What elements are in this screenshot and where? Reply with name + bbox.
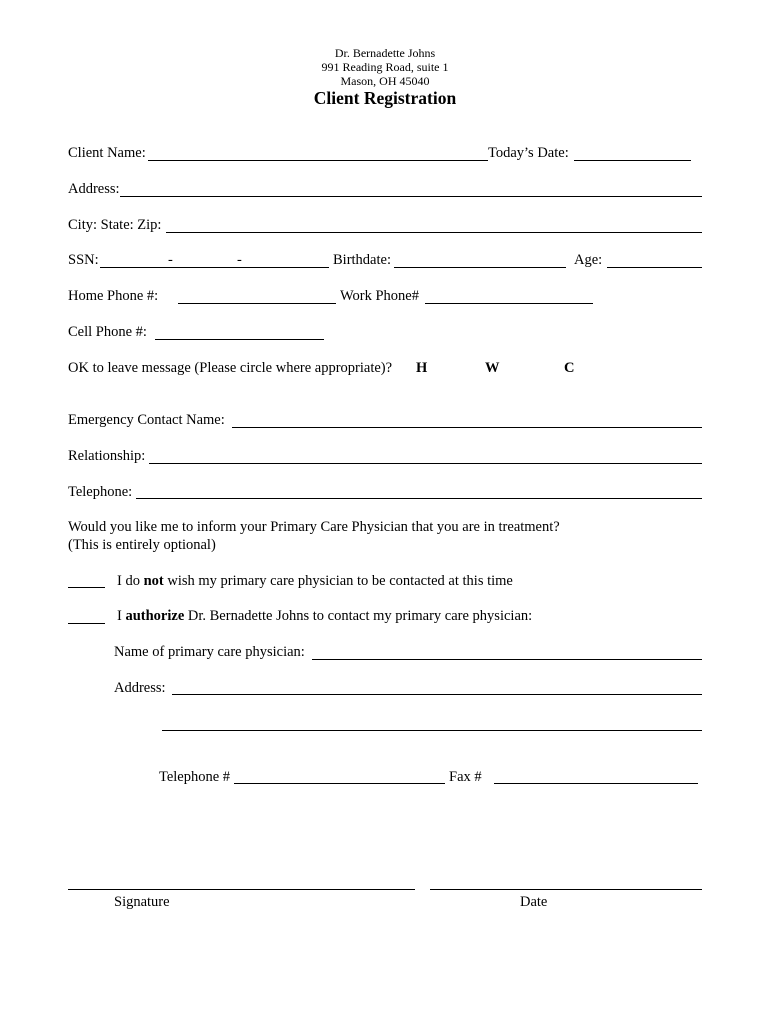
- authorize-emphasis: authorize: [125, 608, 185, 624]
- work-phone-label: Work Phone#: [340, 288, 419, 304]
- doctor-name: Dr. Bernadette Johns: [334, 46, 436, 60]
- pcp-address-label: Address:: [114, 680, 166, 696]
- relationship-label: Relationship:: [68, 448, 146, 464]
- ssn-dash-2: -: [237, 252, 242, 268]
- home-phone-field[interactable]: [178, 303, 336, 304]
- authorize-checkline[interactable]: [68, 623, 105, 624]
- authorize-text: [117, 608, 532, 624]
- address-label: Address:: [68, 181, 120, 197]
- ssn-dash-1: -: [168, 252, 173, 268]
- relationship-field[interactable]: [149, 463, 702, 464]
- ssn-field[interactable]: [100, 267, 329, 268]
- emergency-contact-label: Emergency Contact Name:: [68, 412, 225, 428]
- pcp-telephone-label: Telephone #: [159, 769, 231, 785]
- pcp-name-field[interactable]: [312, 659, 702, 660]
- office-address-line1: 991 Reading Road, suite 1: [321, 60, 449, 74]
- cell-phone-field[interactable]: [155, 339, 324, 340]
- birthdate-field[interactable]: [394, 267, 566, 268]
- form-title: Client Registration: [313, 88, 457, 108]
- telephone-field[interactable]: [136, 498, 702, 499]
- option-cell[interactable]: C: [564, 360, 575, 376]
- office-address-line2: Mason, OH 45040: [340, 74, 430, 88]
- pcp-fax-field[interactable]: [494, 783, 698, 784]
- signature-field[interactable]: [68, 889, 415, 890]
- age-label: Age:: [574, 252, 603, 268]
- work-phone-field[interactable]: [425, 303, 593, 304]
- pcp-telephone-field[interactable]: [234, 783, 445, 784]
- option-work[interactable]: W: [485, 360, 500, 376]
- address-field[interactable]: [120, 196, 702, 197]
- date-label: Date: [520, 894, 548, 910]
- todays-date-field[interactable]: [574, 160, 691, 161]
- telephone-label: Telephone:: [68, 484, 133, 500]
- pcp-address-field-line2[interactable]: [162, 730, 702, 731]
- city-state-zip-label: City: State: Zip:: [68, 217, 162, 233]
- pcp-name-label: Name of primary care physician:: [114, 644, 305, 660]
- city-state-zip-field[interactable]: [166, 232, 702, 233]
- pcp-optional-note: (This is entirely optional): [68, 537, 216, 553]
- option-home[interactable]: H: [416, 360, 428, 376]
- age-field[interactable]: [607, 267, 702, 268]
- no-contact-pre: I do: [117, 573, 144, 589]
- authorize-pre: I: [117, 608, 126, 624]
- todays-date-label: Today’s Date:: [488, 145, 569, 161]
- ok-message-label: OK to leave message (Please circle where appropriate)?: [68, 360, 393, 376]
- emergency-contact-field[interactable]: [232, 427, 702, 428]
- client-name-field[interactable]: [148, 160, 488, 161]
- no-contact-emphasis: not: [143, 573, 164, 589]
- pcp-address-field[interactable]: [172, 694, 702, 695]
- pcp-question: Would you like me to inform your Primary Care Physician that you are in treatment?: [68, 519, 560, 535]
- pcp-fax-label: Fax #: [449, 769, 482, 785]
- signature-label: Signature: [114, 894, 170, 910]
- home-phone-label: Home Phone #:: [68, 288, 159, 304]
- ssn-label: SSN:: [68, 252, 99, 268]
- client-name-label: Client Name:: [68, 145, 146, 161]
- date-field[interactable]: [430, 889, 702, 890]
- no-contact-post: wish my primary care physician to be contacted at this time: [163, 573, 513, 589]
- no-contact-checkline[interactable]: [68, 587, 105, 588]
- birthdate-label: Birthdate:: [333, 252, 391, 268]
- no-contact-text: [117, 573, 513, 589]
- authorize-post: Dr. Bernadette Johns to contact my primary care physician:: [184, 608, 533, 624]
- cell-phone-label: Cell Phone #:: [68, 324, 147, 340]
